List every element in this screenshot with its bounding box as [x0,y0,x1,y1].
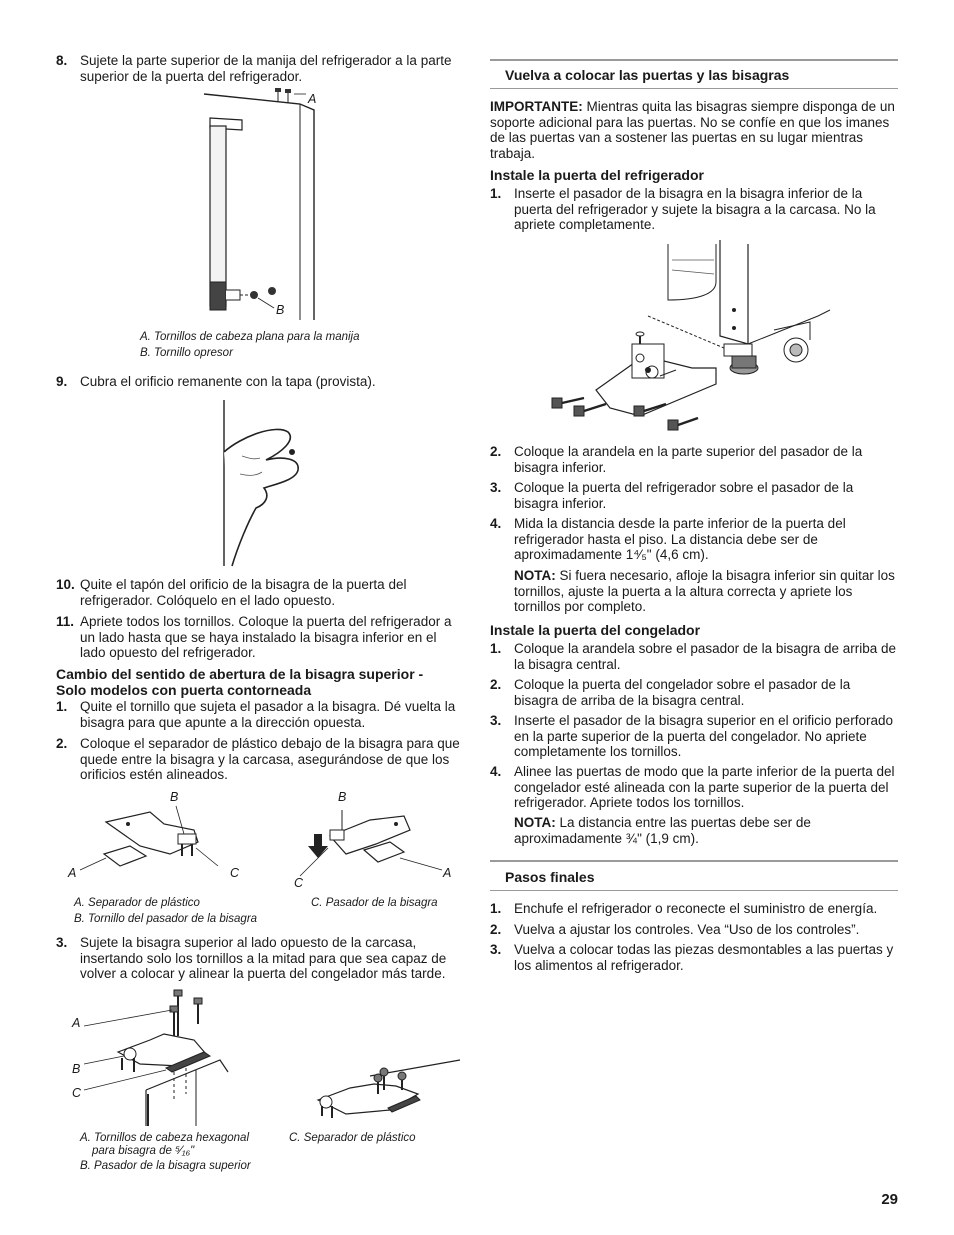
hinge-spacer-figure-right [300,806,430,876]
figure-caption-b: B. Tornillo del pasador de la bisagra [74,913,258,925]
figure-label-a: A [68,866,77,880]
freezer-step-4 [490,764,898,811]
section-final-heading: Pasos finales [505,869,595,885]
freezer-note [514,815,898,846]
freezer-step-1 [490,641,898,672]
figure-label-b: B [72,1062,81,1076]
section-rule [490,59,898,61]
step-text: Quite el tapón del orificio de la bisagra de la puerta del refrigerador. Colóquelo en el lado opuesto. [80,577,407,608]
step-11 [56,614,464,661]
step-text: Coloque la puerta del refrigerador sobre el pasador de la bisagra inferior. [514,480,854,511]
section-doors-heading: Vuelva a colocar las puertas y las bisagras [505,67,790,83]
step-number: 1. [490,186,502,201]
note-text: Si fuera necesario, afloje la bisagra inferior sin quitar los tornillos, ajuste la puerta a la altura correcta y apriete los tornillos por completo. [514,568,895,615]
step-number: 3. [56,935,68,950]
important-text: Mientras quita las bisagras siempre disponga de un soporte adicional para las puertas. No se confíe en que los imanes de las puertas van a sostener las puertas en su lugar mientras trabaja. [490,99,895,161]
hinge-step-2 [56,736,464,783]
section-hinge-heading [56,666,466,698]
figure-label-b: B [338,790,347,804]
step-number: 4. [490,764,502,779]
hinge-step-1 [56,699,464,730]
step-text: Coloque el separador de plástico debajo de la bisagra para que quede entre la bisagra y la carcasa, asegurándose de que los orificios estén alineados. [80,736,460,783]
step-text: Sujete la bisagra superior al lado opuesto de la carcasa, insertando solo los tornillos a la mitad para que sea capaz de volver a colocar y alinear la puerta del congelador más tarde. [80,935,447,982]
figure-caption-a: A. Separador de plástico [74,897,200,909]
top-hinge-installed-figure [310,1060,466,1124]
important-note [490,99,898,161]
figure-label-b: B [170,790,179,804]
fridge-step-3 [490,480,898,511]
heading-line: Cambio del sentido de abertura de la bisagra superior - [56,666,424,682]
step-text: Coloque la arandela sobre el pasador de la bisagra de arriba de la bisagra central. [514,641,897,672]
figure-caption-b: B. Tornillo opresor [140,347,233,359]
step-number: 2. [490,444,502,459]
fridge-note [514,568,898,615]
important-label: IMPORTANTE: [490,99,583,114]
hand-cap-figure [212,396,322,568]
note-text: La distancia entre las puertas debe ser de aproximadamente ¾" (1,9 cm). [514,815,811,846]
step-number: 1. [490,641,502,656]
step-text: Sujete la parte superior de la manija del refrigerador a la parte superior de la puerta del refrigerador. [80,53,452,84]
figure-caption-a: A. Tornillos de cabeza hexagonal [80,1132,249,1144]
heading-line: Solo modelos con puerta contorneada [56,682,312,698]
figure-caption-c: C. Separador de plástico [289,1132,416,1144]
step-text: Vuelva a colocar todas las piezas desmontables a las puertas y los alimentos al refrigerador. [514,942,894,973]
step-text: Quite el tornillo que sujeta el pasador a la bisagra. Dé vuelta la bisagra para que apunte a la dirección opuesta. [80,699,456,730]
fridge-step-1 [490,186,898,233]
step-text: Mida la distancia desde la parte inferior de la puerta del refrigerador hasta el piso. La distancia debe ser de aproximadamente 1⁴⁄₅" (4,6 cm). [514,516,846,563]
section-rule [490,860,898,862]
step-number: 2. [490,677,502,692]
figure-caption-b: B. Pasador de la bisagra superior [80,1160,251,1172]
figure-label-a: A [308,92,317,106]
figure-label-c: C [230,866,240,880]
step-text: Vuelva a ajustar los controles. Vea “Uso de los controles”. [514,922,860,937]
step-number: 3. [490,480,502,495]
step-number: 9. [56,374,68,389]
bottom-hinge-figure [548,240,844,436]
final-step-1 [490,901,898,917]
step-text: Coloque la arandela en la parte superior del pasador de la bisagra inferior. [514,444,863,475]
step-number: 4. [490,516,502,531]
figure-caption-a: A. Tornillos de cabeza plana para la manija [140,331,360,343]
step-number: 3. [490,942,502,957]
step-number: 11. [56,614,75,629]
step-number: 3. [490,713,502,728]
section-rule [490,88,898,89]
figure-label-c: C [294,876,304,890]
hinge-spacer-figure-left [100,806,220,876]
step-number: 1. [56,699,68,714]
note-label: NOTA: [514,568,556,583]
page-number: 29 [881,1191,898,1208]
handle-figure [190,86,330,326]
figure-label-b: B [276,303,285,317]
freezer-step-2 [490,677,898,708]
step-text: Apriete todos los tornillos. Coloque la puerta del refrigerador a un lado hasta que se haya instalado la bisagra inferior en el lado opuesto del refrigerador. [80,614,452,661]
freezer-step-3 [490,713,898,760]
step-text: Coloque la puerta del congelador sobre el pasador de la bisagra de arriba de la bisagra central. [514,677,851,708]
fridge-step-4 [490,516,898,563]
step-text: Inserte el pasador de la bisagra superior en el orificio perforado en la parte superior de la puerta del congelador. No apriete completamente los tornillos. [514,713,893,760]
step-number: 2. [490,922,502,937]
figure-label-a: A [72,1016,81,1030]
figure-label-a: A [443,866,452,880]
section-rule [490,890,898,891]
figure-caption-a-cont: para bisagra de ⁵⁄₁₆" [92,1145,195,1157]
figure-caption-c: C. Pasador de la bisagra [311,897,438,909]
step-text: Cubra el orificio remanente con la tapa (provista). [80,374,376,389]
step-8 [56,53,464,84]
step-number: 8. [56,53,68,68]
step-text: Inserte el pasador de la bisagra en la bisagra inferior de la puerta del refrigerador y sujete la bisagra a la carcasa. No la apriete completamente. [514,186,876,233]
final-step-3 [490,942,898,973]
freezer-door-heading: Instale la puerta del congelador [490,622,701,638]
step-9 [56,374,464,390]
step-text: Enchufe el refrigerador o reconecte el suministro de energía. [514,901,878,916]
hinge-step-3 [56,935,464,982]
figure-label-c: C [72,1086,82,1100]
step-10 [56,577,464,608]
step-text: Alinee las puertas de modo que la parte inferior de la puerta del congelador esté alineada con la parte superior de la puerta del refrigerador. Apriete todos los tornillos. [514,764,895,811]
final-step-2 [490,922,898,938]
step-number: 10. [56,577,75,592]
note-label: NOTA: [514,815,556,830]
step-number: 1. [490,901,502,916]
step-number: 2. [56,736,68,751]
fridge-step-2 [490,444,898,475]
top-hinge-figure [110,990,230,1126]
fridge-door-heading: Instale la puerta del refrigerador [490,167,704,183]
